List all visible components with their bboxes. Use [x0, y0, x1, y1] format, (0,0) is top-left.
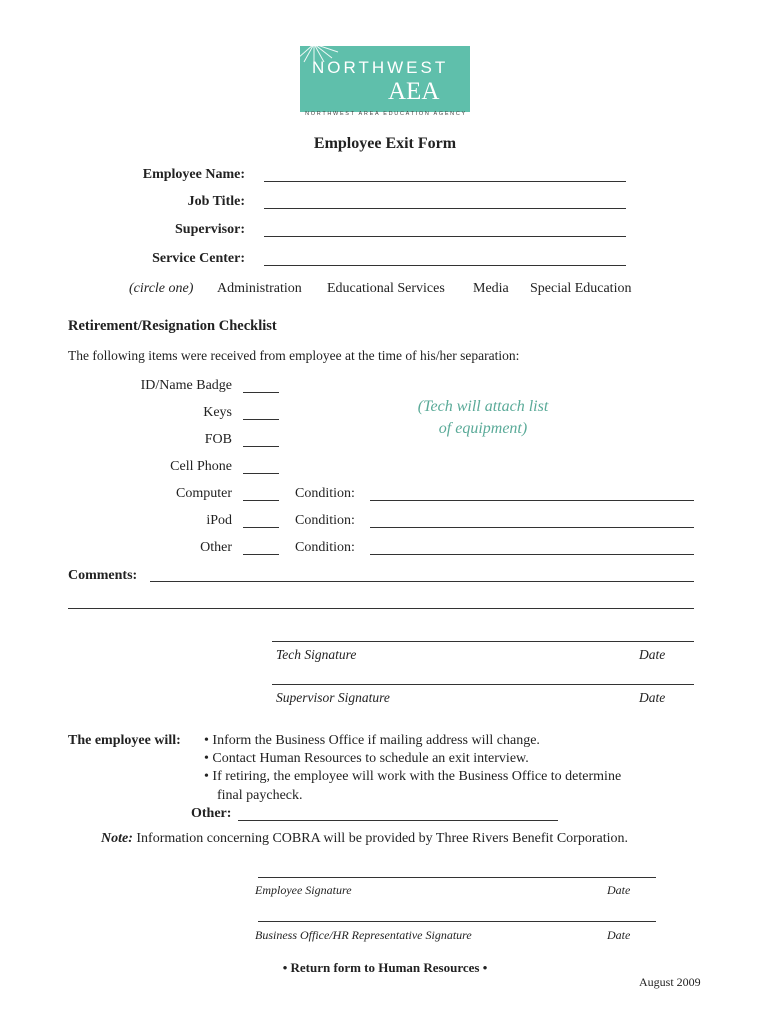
logo-name-line1: NORTHWEST — [312, 58, 449, 77]
other-label: Other: — [191, 806, 232, 821]
employee-name-label: Employee Name: — [142, 167, 245, 182]
option-media[interactable]: Media — [473, 281, 509, 296]
cobra-note: Note: Information concerning COBRA will be provided by Three Rivers Benefit Corporation. — [101, 831, 628, 846]
job-title-field[interactable] — [264, 208, 626, 209]
comments-field-line2[interactable] — [68, 608, 694, 609]
tech-signature-label: Tech Signature — [276, 647, 357, 662]
job-title-label: Job Title: — [187, 194, 245, 209]
other-condition-field[interactable] — [370, 554, 694, 555]
employee-signature-line[interactable] — [258, 877, 656, 878]
computer-condition-label: Condition: — [295, 486, 355, 501]
logo-name-line2: AEA — [388, 78, 440, 105]
checklist-heading: Retirement/Resignation Checklist — [68, 318, 277, 334]
bullet-3: • If retiring, the employee will work with the Business Office to determine — [204, 769, 622, 784]
employee-date-label: Date — [607, 883, 631, 897]
return-note: • Return form to Human Resources • — [282, 960, 488, 975]
tech-date-label: Date — [639, 647, 666, 662]
bullet-1: • Inform the Business Office if mailing address will change. — [204, 733, 540, 748]
item-keys-label: Keys — [203, 405, 232, 420]
item-id-badge-field[interactable] — [243, 392, 279, 393]
hr-signature-label: Business Office/HR Representative Signature — [255, 928, 472, 942]
organization-logo — [300, 46, 470, 112]
item-other-label: Other — [200, 540, 232, 555]
bullet-3-continued: final paycheck. — [217, 788, 303, 803]
employee-signature-label: Employee Signature — [255, 883, 352, 897]
employee-name-field[interactable] — [264, 181, 626, 182]
item-computer-label: Computer — [176, 486, 232, 501]
computer-condition-field[interactable] — [370, 500, 694, 501]
other-field[interactable] — [238, 820, 558, 821]
other-condition-label: Condition: — [295, 540, 355, 555]
bullet-2: • Contact Human Resources to schedule an exit interview. — [204, 751, 529, 766]
supervisor-date-label: Date — [639, 690, 666, 705]
checklist-intro: The following items were received from employee at the time of his/her separation: — [68, 348, 520, 363]
item-cell-phone-label: Cell Phone — [170, 459, 232, 474]
item-computer-field[interactable] — [243, 500, 279, 501]
supervisor-field[interactable] — [264, 236, 626, 237]
ipod-condition-field[interactable] — [370, 527, 694, 528]
item-fob-field[interactable] — [243, 446, 279, 447]
service-center-label: Service Center: — [152, 251, 245, 266]
item-ipod-field[interactable] — [243, 527, 279, 528]
supervisor-signature-line[interactable] — [272, 684, 694, 685]
revision-date: August 2009 — [639, 975, 701, 989]
supervisor-label: Supervisor: — [175, 222, 245, 237]
item-cell-phone-field[interactable] — [243, 473, 279, 474]
tech-note-line1: (Tech will attach list — [417, 398, 549, 415]
service-center-field[interactable] — [264, 265, 626, 266]
employee-will-label: The employee will: — [68, 733, 181, 748]
option-administration[interactable]: Administration — [217, 281, 302, 296]
item-ipod-label: iPod — [206, 513, 232, 528]
item-other-field[interactable] — [243, 554, 279, 555]
comments-label: Comments: — [68, 568, 138, 583]
option-special-education[interactable]: Special Education — [530, 281, 632, 296]
comments-field-line1[interactable] — [150, 581, 694, 582]
hr-date-label: Date — [607, 928, 631, 942]
option-educational-services[interactable]: Educational Services — [327, 281, 445, 296]
tech-signature-line[interactable] — [272, 641, 694, 642]
item-keys-field[interactable] — [243, 419, 279, 420]
hr-signature-line[interactable] — [258, 921, 656, 922]
ipod-condition-label: Condition: — [295, 513, 355, 528]
form-title: Employee Exit Form — [313, 135, 457, 152]
tech-note-line2: of equipment) — [438, 420, 528, 437]
item-id-badge-label: ID/Name Badge — [140, 378, 232, 393]
supervisor-signature-label: Supervisor Signature — [276, 690, 390, 705]
logo-subtitle: NORTHWEST AREA EDUCATION AGENCY — [305, 111, 467, 117]
circle-one-prompt: (circle one) — [129, 281, 194, 296]
item-fob-label: FOB — [204, 432, 232, 447]
